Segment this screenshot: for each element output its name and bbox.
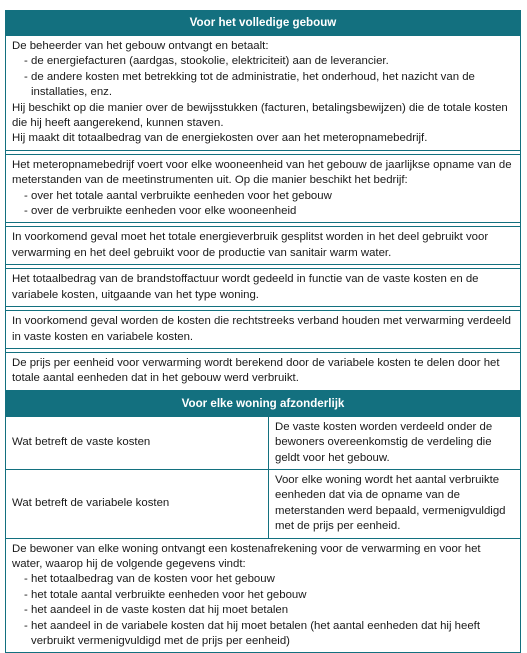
list-item: - over het totale aantal verbruikte eenheden voor het gebouw <box>12 189 514 204</box>
section-header-dwelling: Voor elke woning afzonderlijk <box>5 391 521 417</box>
energy-split-text: In voorkomend geval moet het totale energieverbruik gesplitst worden in het deel gebruikt voor verwarming en het deel gebruikt voor de productie van sanitair warm water. <box>12 231 489 259</box>
list-item: - over de verbruikte eenheden voor elke wooneenheid <box>12 204 514 219</box>
heating-costs-text: In voorkomend geval worden de kosten die rechtstreeks verband houden met verwarming verdeeld in vaste kosten en variabele kosten. <box>12 315 511 343</box>
manager-paragraph: Hij beschikt op die manier over de bewijsstukken (facturen, betalingsbewijzen) die de totale kosten die hij heeft aangerekend, kunnen staven. <box>12 101 508 130</box>
fixed-costs-text: De vaste kosten worden verdeeld onder de bewoners overeenkomstig de verdeling die geldt voor het gebouw. <box>275 420 493 464</box>
unit-price-text: De prijs per eenheid voor verwarming wordt berekend door de variabele kosten te delen door het totale aantal eenheden dat in het gebouw werd verbruikt. <box>12 356 500 385</box>
statement-list <box>12 572 514 649</box>
meter-reading-block <box>5 154 521 224</box>
section-header-building: Voor het volledige gebouw <box>5 10 521 36</box>
variable-costs-row <box>5 470 521 539</box>
document-table <box>5 10 521 653</box>
heating-costs-block <box>5 310 521 349</box>
manager-list <box>12 54 514 100</box>
fuel-invoice-text: Het totaalbedrag van de brandstoffactuur wordt gedeeld in functie van de vaste kosten en de variabele kosten, uitgaande van het type woning. <box>12 273 479 301</box>
statement-block <box>5 539 521 653</box>
list-item: - het aandeel in de vaste kosten dat hij moet betalen <box>12 603 514 618</box>
meter-list <box>12 189 514 220</box>
variable-costs-text: Voor elke woning wordt het aantal verbruikte eenheden dat via de opname van de meterstanden werd bepaald, vermenigvuldigd met de prijs per eenheid. <box>275 473 506 533</box>
list-item: - de andere kosten met betrekking tot de administratie, het onderhoud, het nazicht van de installaties, enz. <box>12 70 514 101</box>
manager-intro: De beheerder van het gebouw ontvangt en betaalt: <box>12 40 269 52</box>
manager-paragraph: Hij maakt dit totaalbedrag van de energiekosten over aan het meteropnamebedrijf. <box>12 132 428 145</box>
unit-price-block <box>5 352 521 391</box>
variable-costs-label: Wat betreft de variabele kosten <box>6 470 269 538</box>
energy-split-block <box>5 226 521 265</box>
fixed-costs-label: Wat betreft de vaste kosten <box>6 417 269 469</box>
manager-block <box>5 36 521 151</box>
list-item: - het aandeel in de variabele kosten dat hij moet betalen (het aantal eenheden dat hij heeft verbruikt vermenigvuldigd met de prijs per eenheid) <box>12 619 514 650</box>
list-item: - het totaalbedrag van de kosten voor het gebouw <box>12 572 514 587</box>
statement-intro: De bewoner van elke woning ontvangt een kostenafrekening voor de verwarming en voor het water, waarop hij de volgende gegevens vindt: <box>12 542 481 570</box>
meter-intro: Het meteropnamebedrijf voert voor elke wooneenheid van het gebouw de jaarlijkse opname van de meterstanden van de meetinstrumenten uit. Op die manier beschikt het bedrijf: <box>12 158 512 187</box>
list-item: - het totale aantal verbruikte eenheden voor het gebouw <box>12 588 514 603</box>
fixed-costs-row <box>5 417 521 470</box>
list-item: - de energiefacturen (aardgas, stookolie, elektriciteit) aan de leverancier. <box>12 54 514 69</box>
fuel-invoice-block <box>5 268 521 307</box>
